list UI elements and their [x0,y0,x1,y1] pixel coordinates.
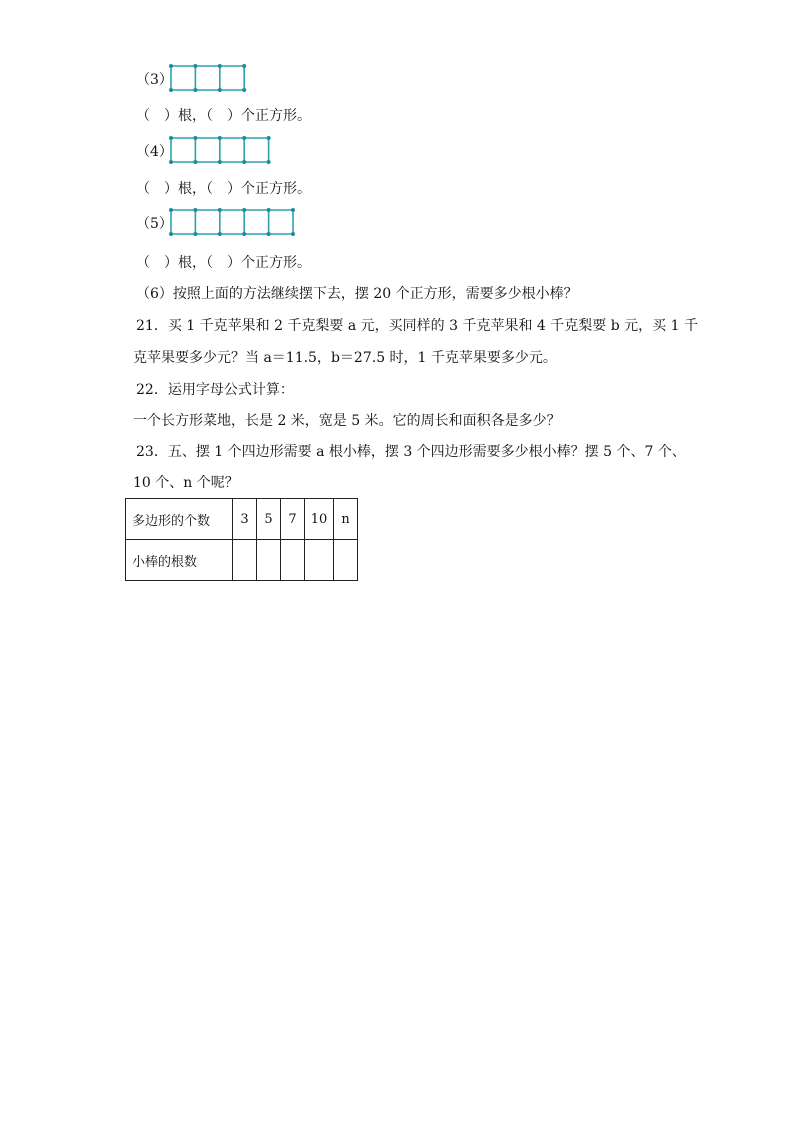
table-answer-cell[interactable] [257,540,281,581]
joint-dot [193,208,197,212]
table-answer-cell[interactable] [334,540,358,581]
joint-dot [291,232,295,236]
answer-line-4: （ ）根，（ ）个正方形。 [136,181,311,197]
question-22-title: 22．运用字母公式计算： [136,382,294,398]
joint-dot [291,208,295,212]
square-sticks-figure-3 [169,62,299,98]
figure-label: （4） [136,144,173,160]
joint-dot [193,88,197,92]
table-row-label: 小棒的根数 [126,540,233,581]
joint-dot [242,232,246,236]
table-header-cell: 5 [257,499,281,540]
joint-dot [267,208,271,212]
joint-dot [242,64,246,68]
joint-dot [169,88,173,92]
joint-dot [169,160,173,164]
joint-dot [193,160,197,164]
joint-dot [193,232,197,236]
joint-dot [169,232,173,236]
joint-dot [169,64,173,68]
joint-dot [218,136,222,140]
square-sticks-figure-5 [169,206,339,242]
table-row-label: 多边形的个数 [126,499,233,540]
answer-line-5: （ ）根，（ ）个正方形。 [136,255,311,271]
joint-dot [218,232,222,236]
table-header-cell: 10 [305,499,334,540]
table-header-cell: 3 [233,499,257,540]
joint-dot [242,160,246,164]
question-21-line-2: 克苹果要多少元？当 a＝11.5，b＝27.5 时，1 千克苹果要多少元。 [133,350,557,366]
joint-dot [242,88,246,92]
table-row [126,540,358,581]
table-header-cell: n [334,499,358,540]
question-23-line-2: 10 个、n 个呢？ [133,475,239,491]
answer-table [125,498,358,581]
joint-dot [193,64,197,68]
joint-dot [267,232,271,236]
answer-line-3: （ ）根，（ ）个正方形。 [136,108,311,124]
question-6: （6）按照上面的方法继续摆下去，摆 20 个正方形，需要多少根小棒？ [136,286,578,302]
joint-dot [218,160,222,164]
joint-dot [267,136,271,140]
joint-dot [267,160,271,164]
table-answer-cell[interactable] [233,540,257,581]
figure-label: （3） [136,72,173,88]
joint-dot [169,208,173,212]
table-answer-cell[interactable] [281,540,305,581]
table-header-cell: 7 [281,499,305,540]
joint-dot [169,136,173,140]
joint-dot [193,136,197,140]
table-row [126,499,358,540]
figure-label: （5） [136,216,173,232]
table-answer-cell[interactable] [305,540,334,581]
joint-dot [218,88,222,92]
question-23-line-1: 23．五、摆 1 个四边形需要 a 根小棒，摆 3 个四边形需要多少根小棒？摆 5 个、7 个、 [136,444,686,460]
joint-dot [218,64,222,68]
question-22-body: 一个长方形菜地，长是 2 米，宽是 5 米。它的周长和面积各是多少？ [133,413,561,429]
joint-dot [218,208,222,212]
joint-dot [242,208,246,212]
square-sticks-figure-4 [169,134,319,170]
question-21-line-1: 21．买 1 千克苹果和 2 千克梨要 a 元，买同样的 3 千克苹果和 4 千克梨要 b 元，买 1 千 [136,318,698,334]
joint-dot [242,136,246,140]
